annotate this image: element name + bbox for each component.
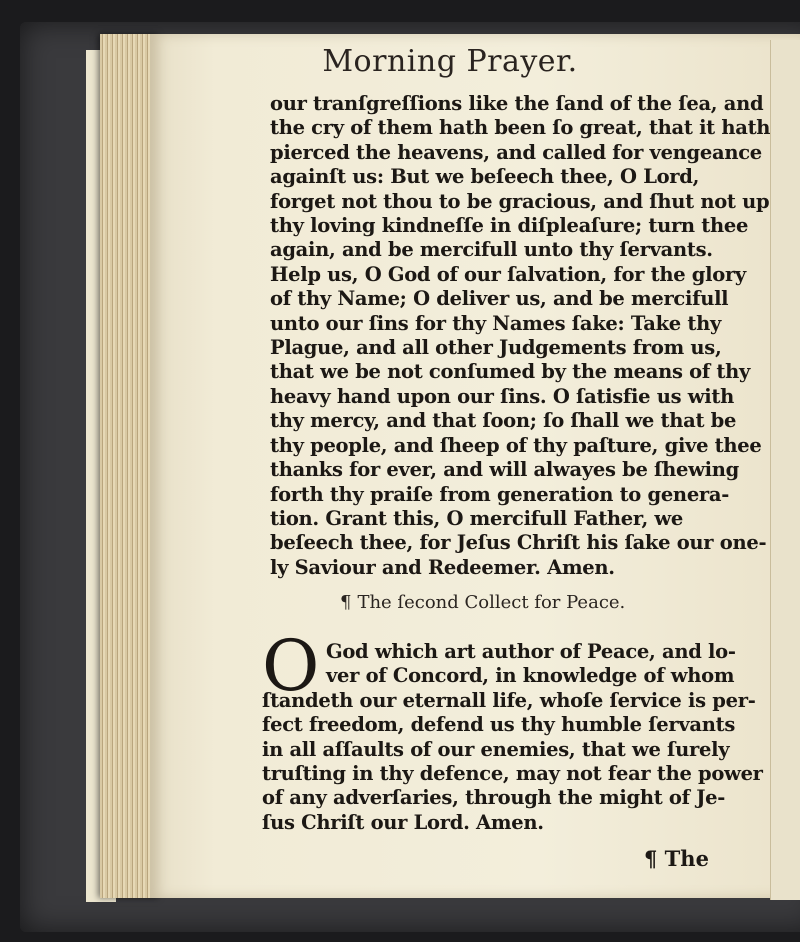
- text-line: of thy Name; O deliver us, and be mercifull: [270, 287, 729, 311]
- text-line: the cry of them hath been ſo great, that it hath: [270, 116, 771, 140]
- text-line: unto our ſins for thy Names ſake: Take thy: [270, 311, 722, 335]
- text-line: of any adverſaries, through the might of Je-: [262, 786, 726, 810]
- drop-cap: O: [262, 625, 320, 707]
- pilcrow-icon: ¶: [340, 592, 352, 613]
- text-line: Help us, O God of our ſalvation, for the glory: [270, 262, 746, 286]
- text-line: again, and be mercifull unto thy ſervants.: [270, 238, 713, 262]
- text-line: thy mercy, and that ſoon; ſo ſhall we that be: [270, 409, 737, 433]
- text-line: ly Saviour and Redeemer. Amen.: [270, 555, 615, 579]
- running-head: Morning Prayer.: [322, 44, 578, 79]
- facing-page-edge: [770, 40, 800, 900]
- text-line: that we be not conſumed by the means of thy: [270, 360, 751, 384]
- text-line: ſus Chriſt our Lord. Amen.: [262, 810, 544, 834]
- text-line: tion. Grant this, O mercifull Father, we: [270, 506, 684, 530]
- text-line: pierced the heavens, and called for vengeance: [270, 140, 762, 164]
- text-line: againſt us: But we beſeech thee, O Lord,: [270, 165, 700, 189]
- second-collect-heading: [340, 592, 740, 613]
- catchword: ¶ The: [644, 846, 709, 871]
- text-line: in all aſſaults of our enemies, that we ſurely: [262, 737, 730, 761]
- second-collect-text: [262, 640, 763, 835]
- text-line: forth thy praiſe from generation to genera-: [270, 482, 730, 506]
- text-line: thy people, and ſheep of thy paſture, give thee: [270, 433, 762, 457]
- text-line: heavy hand upon our ſins. O ſatisfie us with: [270, 384, 734, 408]
- heading-text: The ſecond Collect for Peace.: [357, 592, 626, 613]
- first-collect-text: [270, 92, 771, 580]
- text-line: ſtandeth our eternall life, whoſe ſervice is per-: [262, 688, 756, 712]
- text-line: Plague, and all other Judgements from us,: [270, 336, 722, 360]
- text-line: ver of Concord, in knowledge of whom: [326, 664, 735, 688]
- text-line: forget not thou to be gracious, and ſhut not up: [270, 189, 770, 213]
- text-line: God which art author of Peace, and lo-: [326, 640, 736, 663]
- text-line: beſeech thee, for Jeſus Chriſt his ſake our one-: [270, 531, 767, 555]
- text-line: thanks for ever, and will alwayes be ſhewing: [270, 458, 739, 482]
- text-line: truſting in thy defence, may not fear the power: [262, 762, 763, 786]
- text-line: fect freedom, defend us thy humble ſervants: [262, 713, 736, 737]
- text-line: our tranſgreſſions like the ſand of the ſea, and: [270, 92, 764, 115]
- text-line: thy loving kindneſſe in diſpleaſure; turn thee: [270, 214, 749, 238]
